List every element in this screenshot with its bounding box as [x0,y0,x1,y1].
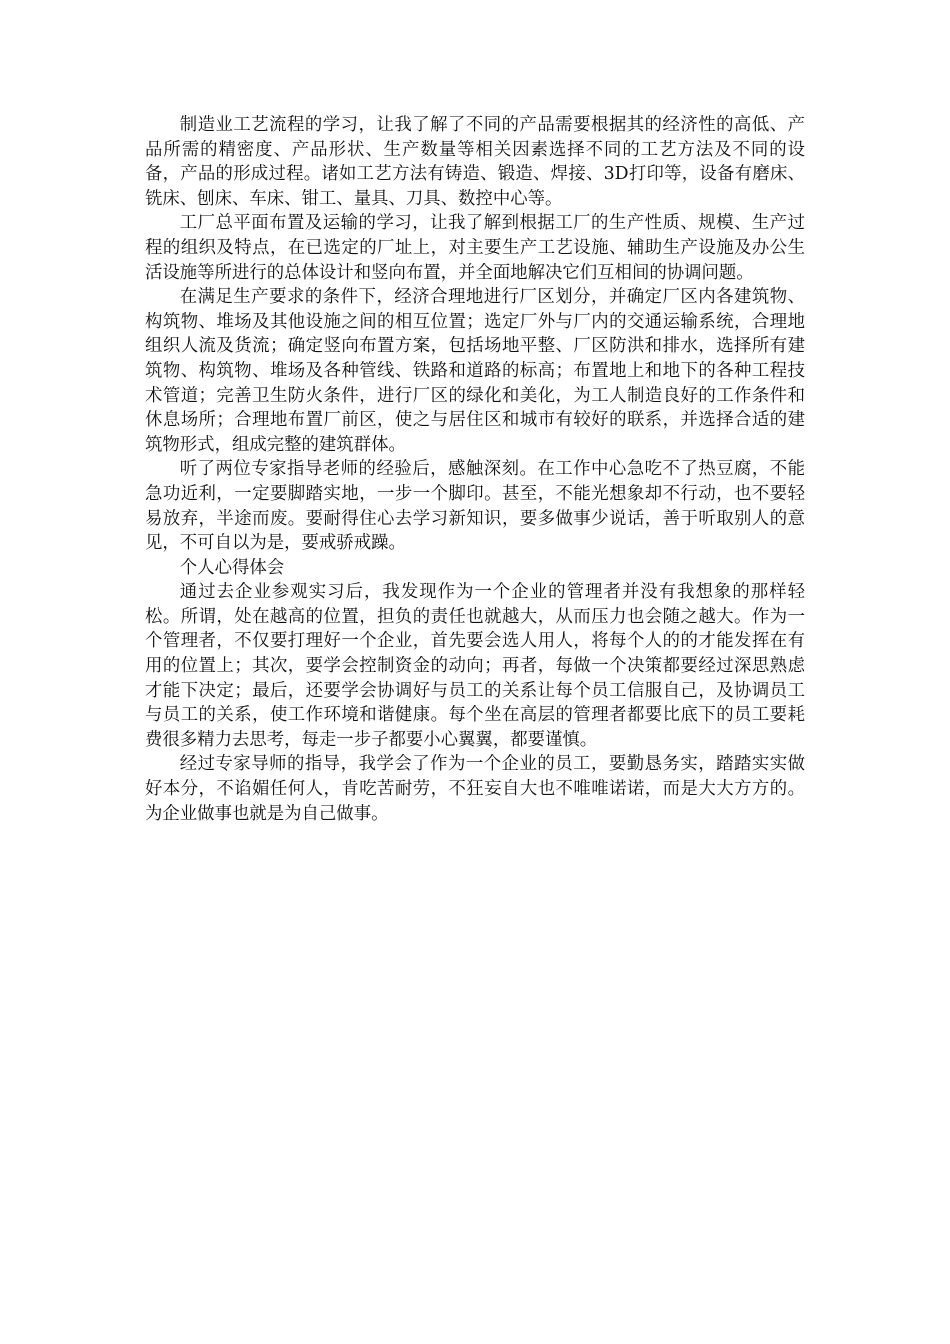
document-body [145,113,805,826]
paragraph-manager-reflection: 通过去企业参观实习后，我发现作为一个企业的管理者并没有我想象的那样轻松。所谓，处在越高的位置，担负的责任也就越大，从而压力也会随之越大。作为一个管理者，不仅要打理好一个企业，首先要会选人用人，将每个人的的才能发挥在有用的位置上；其次，要学会控制资金的动向；再者，每做一个决策都要经过深思熟虑才能下决定；最后，还要学会协调好与员工的关系让每个员工信服自己，及协调员工与员工的关系，使工作环境和谐健康。每个坐在高层的管理者都要比底下的员工要耗费很多精力去思考，每走一步子都要小心翼翼，都要谨慎。 [145,582,805,750]
paragraph-factory-layout: 工厂总平面布置及运输的学习，让我了解到根据工厂的生产性质、规模、生产过程的组织及特点，在已选定的厂址上，对主要生产工艺设施、辅助生产设施及办公生活设施等所进行的总体设计和竖向布置，并全面地解决它们互相间的协调问题。 [145,213,805,283]
paragraph-employee-reflection: 经过专家导师的指导，我学会了作为一个企业的员工，要勤恳务实，踏踏实实做好本分，不谄媚任何人，肯吃苦耐劳，不狂妄自大也不唯唯诺诺，而是大大方方的。为企业做事也就是为自己做事。 [145,754,805,824]
paragraph-site-planning: 在满足生产要求的条件下，经济合理地进行厂区划分，并确定厂区内各建筑物、构筑物、堆场及其他设施之间的相互位置；选定厂外与厂内的交通运输系统，合理地组织人流及货流；确定竖向布置方案，包括场地平整、厂区防洪和排水，选择所有建筑物、构筑物、堆场及各种管线、铁路和道路的标高；布置地上和地下的各种工程技术管道；完善卫生防火条件，进行厂区的绿化和美化，为工人制造良好的工作条件和休息场所；合理地布置厂前区，使之与居住区和城市有较好的联系，并选择合适的建筑物形式，组成完整的建筑群体。 [145,287,805,455]
paragraph-expert-advice: 听了两位专家指导老师的经验后，感触深刻。在工作中心急吃不了热豆腐，不能急功近利，一定要脚踏实地，一步一个脚印。甚至，不能光想象却不行动，也不要轻易放弃，半途而废。要耐得住心去学习新知识，要多做事少说话，善于听取别人的意见，不可自以为是，要戒骄戒躁。 [145,459,805,554]
section-heading-personal-reflection: 个人心得体会 [179,557,285,578]
paragraph-manufacturing-process: 制造业工艺流程的学习，让我了解了不同的产品需要根据其的经济性的高低、产品所需的精密度、产品形状、生产数量等相关因素选择不同的工艺方法及不同的设备，产品的形成过程。诸如工艺方法有铸造、锻造、焊接、3D打印等，设备有磨床、铣床、刨床、车床、钳工、量具、刀具、数控中心等。 [145,115,805,209]
